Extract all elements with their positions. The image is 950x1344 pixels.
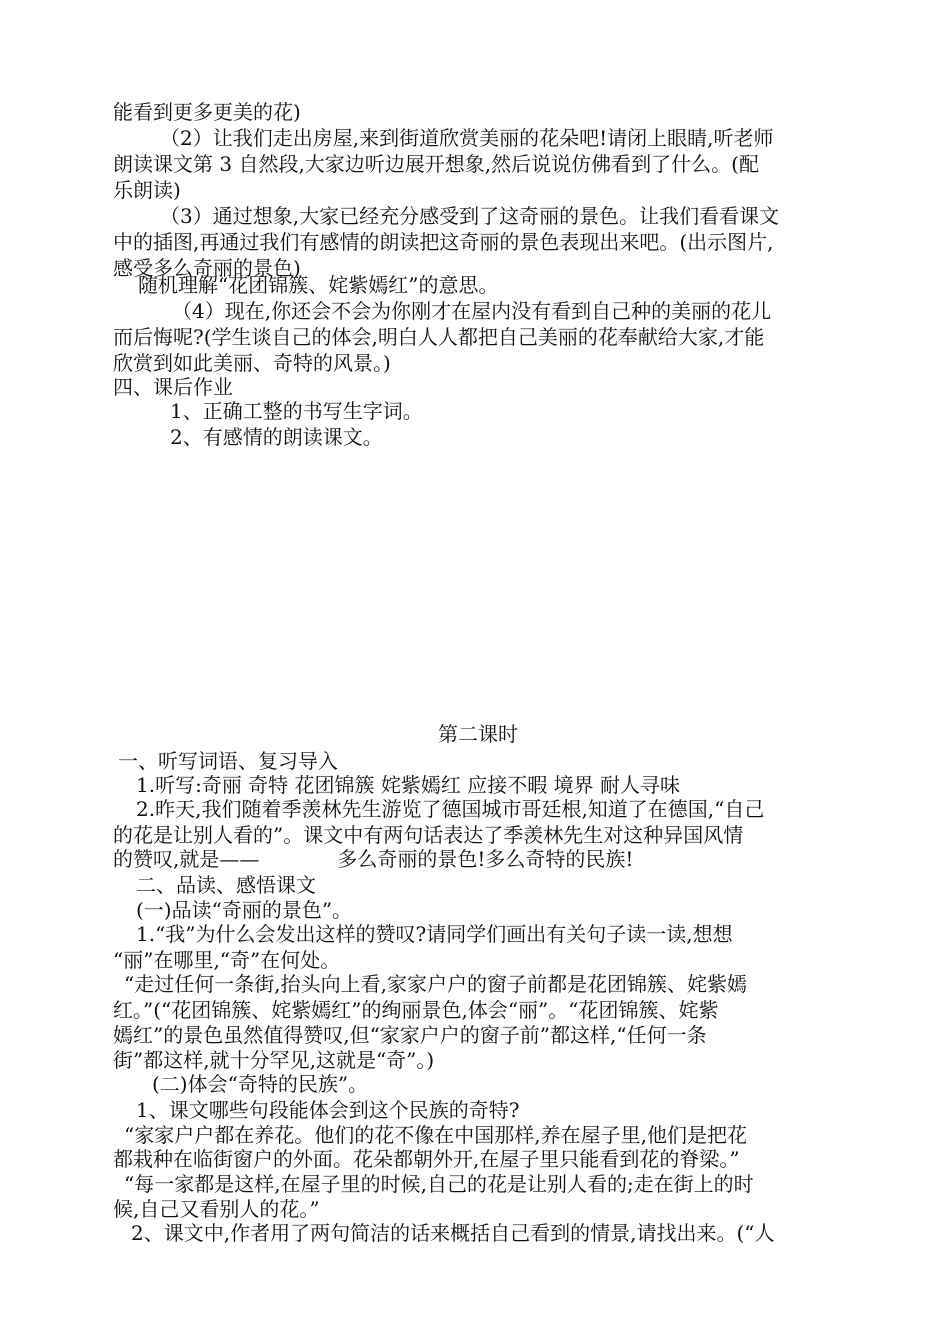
paragraph-line: （2）让我们走出房屋,来到街道欣赏美丽的花朵吧!请闭上眼睛,听老师 bbox=[160, 126, 774, 150]
paragraph-line: “丽”在哪里,“奇”在何处。 bbox=[113, 948, 341, 972]
paragraph-line: 2.昨天,我们随着季羡林先生游览了德国城市哥廷根,知道了在德国,“自己 bbox=[136, 797, 765, 821]
paragraph-line bbox=[113, 846, 841, 872]
paragraph-line: 中的插图,再通过我们有感情的朗读把这奇丽的景色表现出来吧。(出示图片, bbox=[113, 230, 774, 254]
paragraph-line: （3）通过想象,大家已经充分感受到了这奇丽的景色。让我们看看课文 bbox=[160, 204, 780, 228]
paragraph-line: （4）现在,你还会不会为你刚才在屋内没有看到自己种的美丽的花儿 bbox=[172, 299, 772, 323]
paragraph-line: 街”都这样,就十分罕见,这就是“奇”。) bbox=[113, 1048, 435, 1072]
paragraph-line: 2、课文中,作者用了两句简洁的话来概括自己看到的情景,请找出来。(“人 bbox=[131, 1221, 775, 1245]
paragraph-line: 乐朗读) bbox=[113, 178, 181, 202]
subsection-heading: (二)体会“奇特的民族”。 bbox=[152, 1072, 369, 1096]
section-heading: 二、品读、感悟课文 bbox=[136, 873, 316, 897]
paragraph-line: 1、课文哪些句段能体会到这个民族的奇特? bbox=[136, 1098, 520, 1122]
paragraph-line: 都栽种在临街窗户的外面。花朵都朝外开,在屋子里只能看到花的脊梁。” bbox=[113, 1147, 740, 1171]
paragraph-line: 感受多么奇丽的景色) bbox=[113, 256, 301, 280]
section-heading: 一、听写词语、复习导入 bbox=[118, 749, 338, 773]
paragraph-line: 朗读课文第 3 自然段,大家边听边展开想象,然后说说仿佛看到了什么。(配 bbox=[113, 152, 759, 176]
paragraph-line: “每一家都是这样,在屋子里的时候,自己的花是让别人看的;走在街上的时 bbox=[124, 1172, 754, 1196]
paragraph-line: 候,自己又看别人的花。” bbox=[113, 1197, 320, 1221]
paragraph-line: 能看到更多更美的花) bbox=[113, 100, 301, 124]
paragraph-line: 欣赏到如此美丽、奇特的风景。) bbox=[113, 351, 391, 375]
paragraph-line: 而后悔呢?(学生谈自己的体会,明白人人都把自己美丽的花奉献给大家,才能 bbox=[113, 325, 765, 349]
paragraph-line: “家家户户都在养花。他们的花不像在中国那样,养在屋子里,他们是把花 bbox=[124, 1123, 747, 1147]
paragraph-line: 1.听写:奇丽 奇特 花团锦簇 姹紫嫣红 应接不暇 境界 耐人寻味 bbox=[136, 773, 680, 797]
subsection-heading: (一)品读“奇丽的景色”。 bbox=[136, 898, 353, 922]
paragraph-line: “走过任何一条街,抬头向上看,家家户户的窗子前都是花团锦簇、姹紫嫣 bbox=[124, 972, 747, 996]
paragraph-line: 1.“我”为什么会发出这样的赞叹?请同学们画出有关句子读一读,想想 bbox=[136, 922, 733, 946]
section-heading: 四、课后作业 bbox=[113, 375, 233, 399]
list-item: 1、正确工整的书写生字词。 bbox=[170, 399, 423, 423]
paragraph-line: 红。”(“花团锦簇、姹紫嫣红”的绚丽景色,体会“丽”。“花团锦簇、姹紫 bbox=[113, 998, 719, 1022]
paragraph-line: 的花是让别人看的”。课文中有两句话表达了季羡林先生对这种异国风情 bbox=[113, 823, 744, 847]
paragraph-text: 的赞叹,就是—— bbox=[113, 847, 260, 871]
paragraph-line: 随机理解“花团锦簇、姹紫嫣红”的意思。 bbox=[138, 273, 499, 297]
lesson-title: 第二课时 bbox=[438, 722, 518, 746]
paragraph-text: 多么奇丽的景色!多么奇特的民族! bbox=[337, 847, 634, 871]
paragraph-line: 嫣红”的景色虽然值得赞叹,但“家家户户的窗子前”都这样,“任何一条 bbox=[113, 1023, 707, 1047]
list-item: 2、有感情的朗读课文。 bbox=[170, 425, 383, 449]
